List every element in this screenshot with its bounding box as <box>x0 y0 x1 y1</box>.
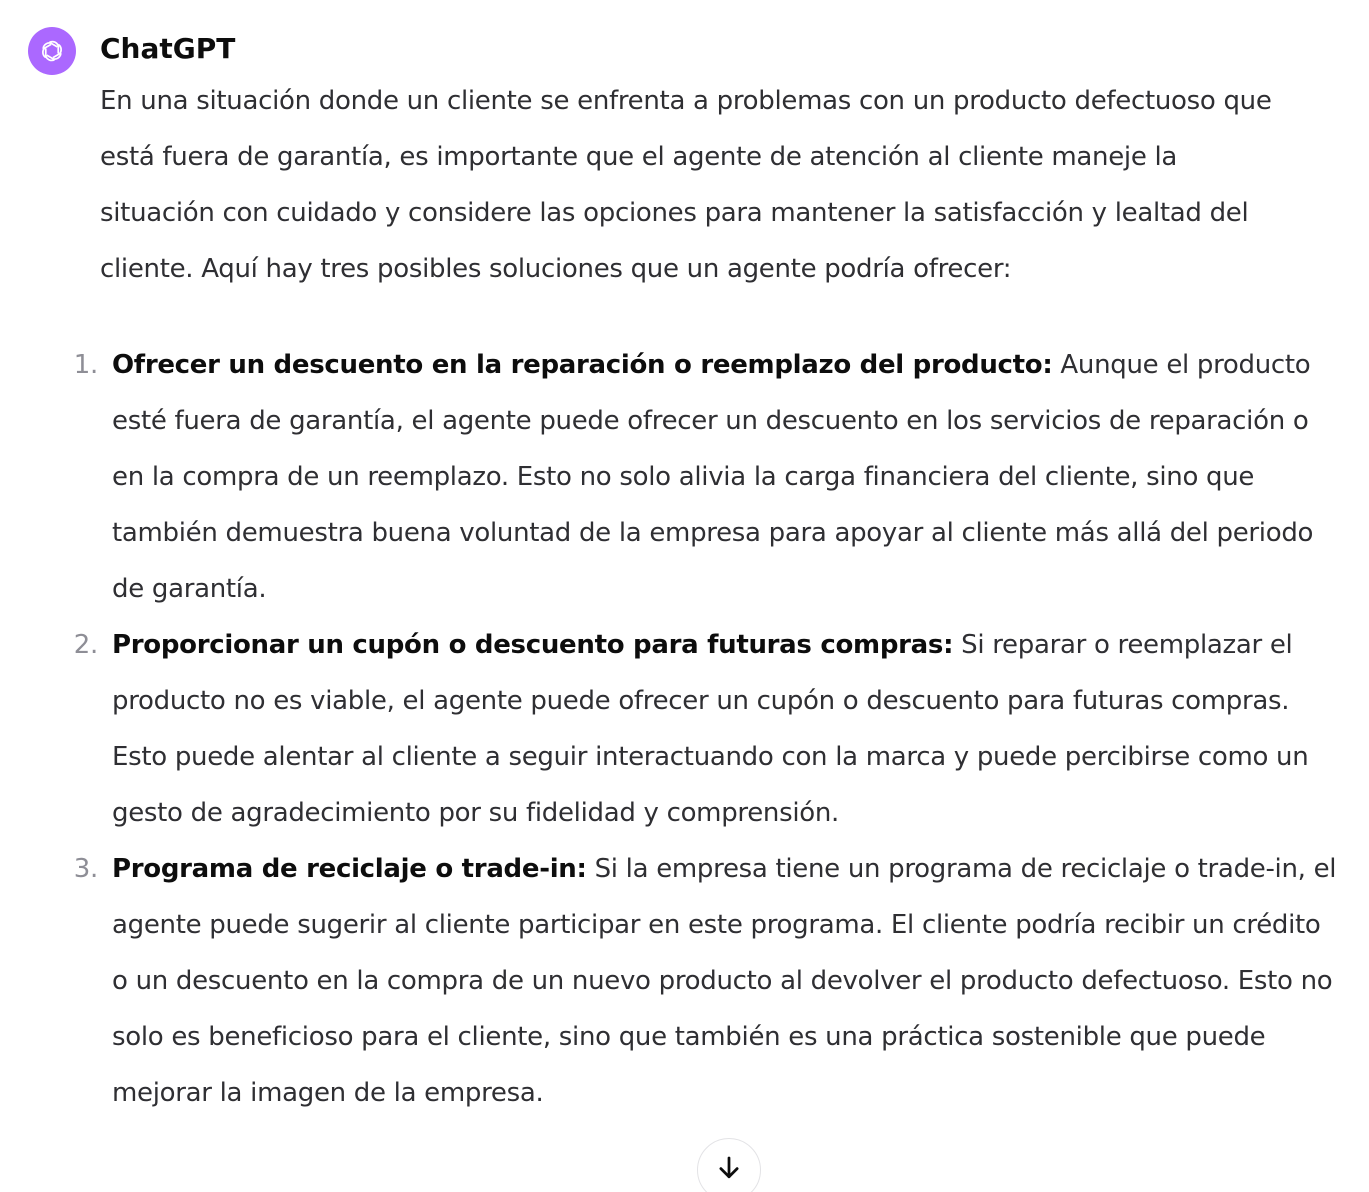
solution-title: Ofrecer un descuento en la reparación o reemplazo del producto: <box>112 350 1053 380</box>
list-item <box>73 337 1340 617</box>
list-item <box>73 617 1340 841</box>
solutions-list <box>73 337 1340 1121</box>
intro-paragraph: En una situación donde un cliente se enfrenta a problemas con un producto defectuoso que está fuera de garantía, es importante que el agente de atención al cliente maneje la situación con cuidado y considere las opciones para mantener la satisfacción y lealtad del cliente. Aquí hay tres posibles soluciones que un agente podría ofrecer: <box>100 86 1272 284</box>
list-number: 1. <box>73 350 98 380</box>
chatgpt-avatar <box>28 27 76 75</box>
list-number: 2. <box>73 630 98 660</box>
solution-text: Aunque el producto esté fuera de garantía, el agente puede ofrecer un descuento en los servicios de reparación o en la compra de un reemplazo. Esto no solo alivia la carga financiera del cliente, sino que también demuestra buena voluntad de la empresa para apoyar al cliente más allá del periodo de garantía. <box>112 350 1314 604</box>
solution-text: Si la empresa tiene un programa de reciclaje o trade-in, el agente puede sugerir al cliente participar en este programa. El cliente podría recibir un crédito o un descuento en la compra de un nuevo producto al devolver el producto defectuoso. Esto no solo es beneficioso para el cliente, sino que también es una práctica sostenible que puede mejorar la imagen de la empresa. <box>112 854 1337 1108</box>
list-item <box>73 841 1340 1121</box>
message-author: ChatGPT <box>100 32 236 65</box>
scroll-to-bottom-button[interactable] <box>697 1138 761 1192</box>
solution-text: Si reparar o reemplazar el producto no es viable, el agente puede ofrecer un cupón o descuento para futuras compras. Esto puede alentar al cliente a seguir interactuando con la marca y puede percibirse como un gesto de agradecimiento por su fidelidad y comprensión. <box>112 630 1309 828</box>
solution-title: Programa de reciclaje o trade-in: <box>112 854 587 884</box>
openai-logo-icon <box>37 36 67 66</box>
message-content <box>73 73 1340 1121</box>
solution-title: Proporcionar un cupón o descuento para futuras compras: <box>112 630 954 660</box>
arrow-down-icon <box>714 1153 744 1183</box>
list-number: 3. <box>73 854 98 884</box>
